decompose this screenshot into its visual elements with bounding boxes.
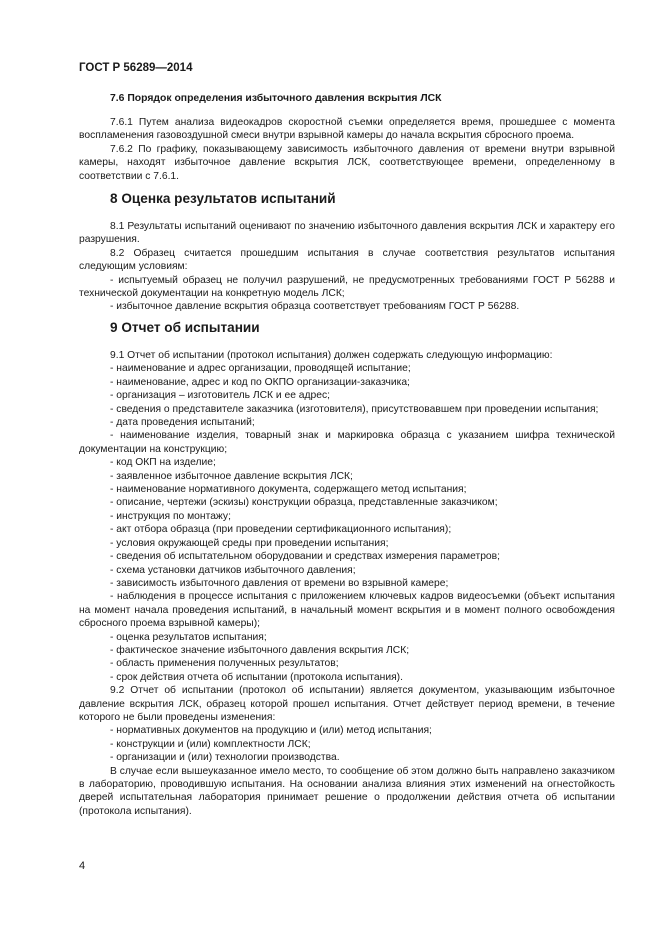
list-item: - наблюдения в процессе испытания с приложением ключевых кадров видеосъемки (объект испытания на момент начала проведения испытаний, в начальный момент вскрытия и в момент полного освобождения сбросного проема взрывной камеры); (79, 591, 615, 630)
list-item: - область применения полученных результатов; (110, 658, 339, 670)
list-item: - зависимость избыточного давления от времени во взрывной камере; (110, 577, 449, 589)
list-item: - наименование, адрес и код по ОКПО организации-заказчика; (110, 376, 410, 388)
list-item: - условия окружающей среды при проведении испытания; (110, 537, 389, 549)
list-item: - сведения об испытательном оборудовании и средствах измерения параметров; (110, 551, 500, 563)
standard-header: ГОСТ Р 56289—2014 (79, 62, 193, 74)
list-item: - описание, чертежи (эскизы) конструкции образца, представленные заказчиком; (110, 497, 498, 509)
list-item: - конструкции и (или) комплектности ЛСК; (110, 738, 311, 750)
list-item: - код ОКП на изделие; (110, 457, 216, 469)
list-item: - дата проведения испытаний; (110, 417, 255, 429)
section-8-title: 8 Оценка результатов испытаний (110, 191, 336, 206)
paragraph-9-1: 9.1 Отчет об испытании (протокол испытания) должен содержать следующую информацию: (110, 350, 553, 361)
paragraph-9-2: 9.2 Отчет об испытании (протокол об испытании) является документом, указывающим избыточное давление вскрытия ЛСК, образец которой прошел испытания. Отчет действует период времени, в течение которого не были проведены изменения: (79, 685, 615, 723)
list-item: - сведения о представителе заказчика (изготовителя), присутствовавшем при проведении испытания; (110, 403, 599, 415)
list-item: - нормативных документов на продукцию и (или) метод испытания; (110, 725, 432, 737)
paragraph-9-closing: В случае если вышеуказанное имело место, то сообщение об этом должно быть направлено заказчиком в лабораторию, проводившую испытания. На основании анализа влияния этих изменений на огнестойкость дверей испытательная лаборатория принимает решение о продолжении действия отчета об испытании (протокола испытания). (79, 765, 615, 817)
list-item: - наименование изделия, товарный знак и маркировка образца с указанием шифра технической документации на конструкцию; (79, 430, 615, 455)
section-8-body (79, 220, 615, 314)
list-item: - инструкция по монтажу; (110, 510, 231, 522)
list-item: - наименование и адрес организации, проводящей испытание; (110, 363, 411, 375)
list-item: - наименование нормативного документа, содержащего метод испытания; (110, 484, 467, 496)
condition-item: - избыточное давление вскрытия образца соответствует требованиям ГОСТ Р 56288. (110, 301, 520, 313)
section-7-6-title: 7.6 Порядок определения избыточного давления вскрытия ЛСК (110, 93, 442, 104)
paragraph-8-2: 8.2 Образец считается прошедшим испытания в случае соответствия результатов испытания следующим условиям: (79, 247, 615, 273)
list-item: - заявленное избыточное давление вскрытия ЛСК; (110, 470, 353, 482)
list-item: - оценка результатов испытания; (110, 631, 267, 643)
paragraph-7-6-1: 7.6.1 Путем анализа видеокадров скоростной съемки определяется время, прошедшее с момента воспламенения газовоздушной смеси внутри взрывной камеры до начала вскрытия сбросного проема. (79, 117, 615, 142)
list-item: - срок действия отчета об испытании (протокола испытания). (110, 671, 403, 683)
section-9-title: 9 Отчет об испытании (110, 320, 260, 335)
list-item: - акт отбора образца (при проведении сертификационного испытания); (110, 524, 452, 536)
list-item: - фактическое значение избыточного давления вскрытия ЛСК; (110, 644, 410, 656)
list-item: - организации и (или) технологии производства. (110, 752, 340, 764)
list-item: - схема установки датчиков избыточного давления; (110, 564, 356, 576)
section-7-6-body (79, 116, 615, 183)
paragraph-8-1: 8.1 Результаты испытаний оценивают по значению избыточного давления вскрытия ЛСК и характеру его разрушения. (79, 221, 615, 246)
section-9-body (79, 349, 615, 818)
condition-item: - испытуемый образец не получил разрушений, не предусмотренных требованиями ГОСТ Р 56288 и технической документации на конкретную модель ЛСК; (79, 274, 615, 300)
list-item: - организация – изготовитель ЛСК и ее адрес; (110, 390, 331, 402)
paragraph-7-6-2: 7.6.2 По графику, показывающему зависимость избыточного давления от времени внутри взрывной камеры, находят избыточное давление вскрытия ЛСК, соответствующее времени, определенному в соответствии с 7.6.1. (79, 143, 615, 182)
page-number: 4 (79, 860, 86, 872)
